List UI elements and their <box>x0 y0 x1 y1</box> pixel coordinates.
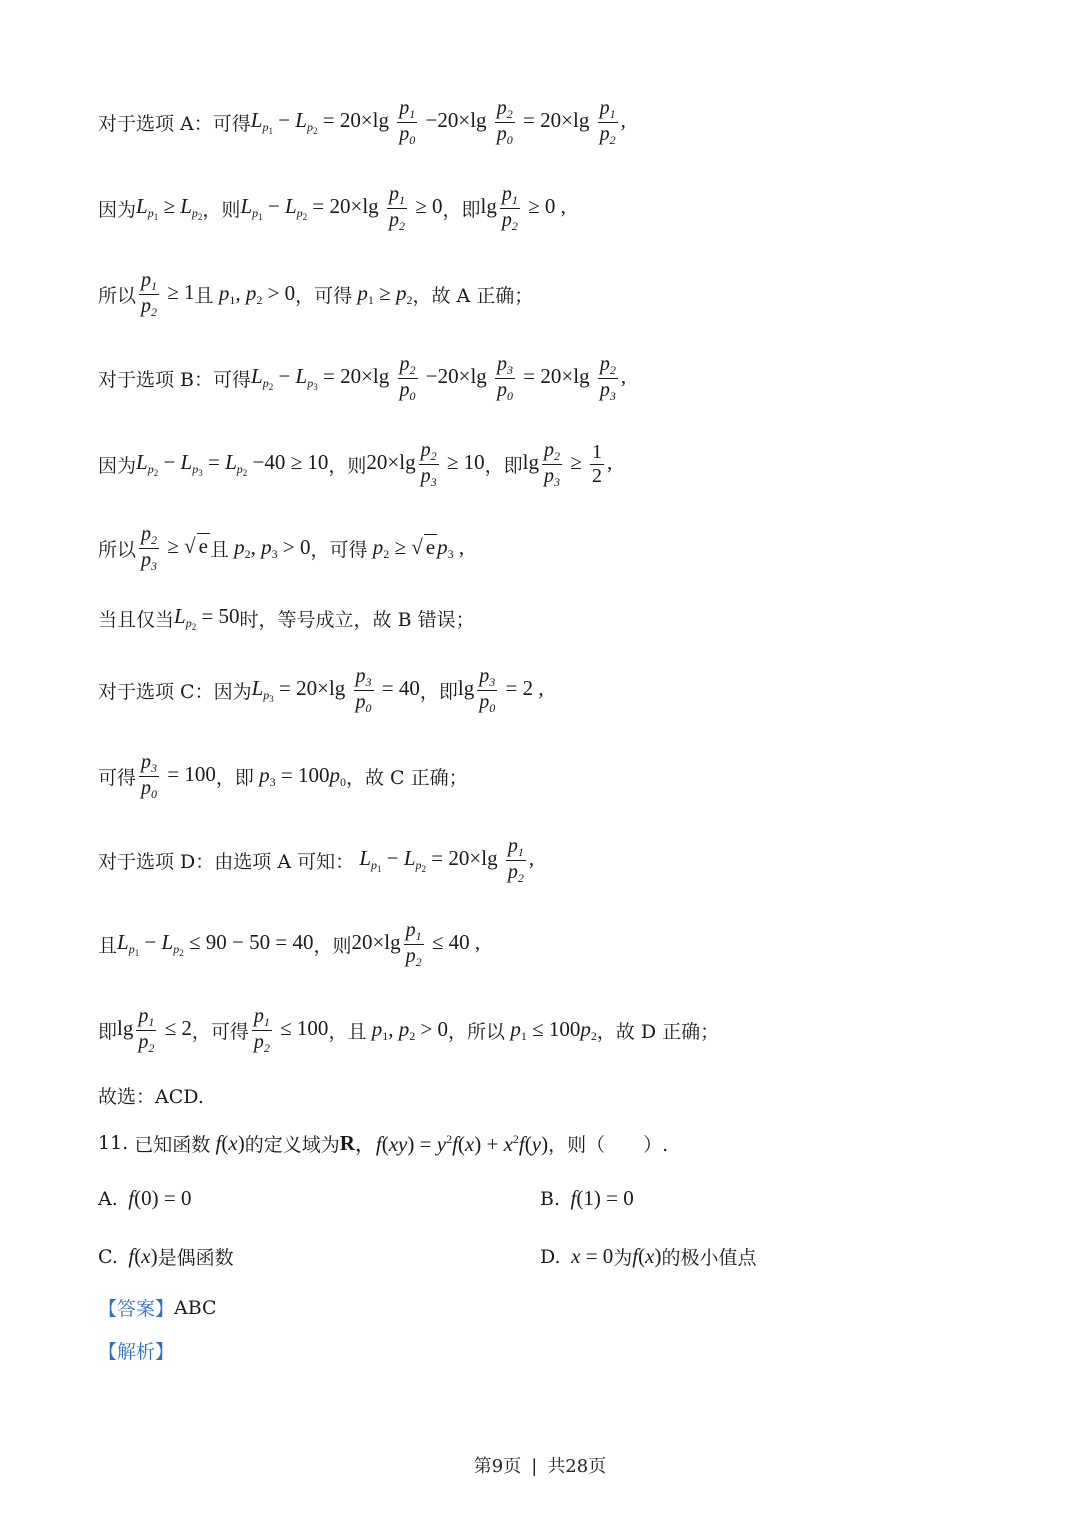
text: 的极小值点 <box>661 1247 757 1269</box>
formula: f(1) = 0 <box>570 1186 634 1210</box>
text: 对于选项 B：可得 <box>98 368 252 391</box>
formula: $L_{p_2} - L_{p_3} = 20\times\lg$ $\frac{p_2}{p_0}$ −20×lg $\frac{p_3}{p_0}$ = 20×lg $\frac{p_2}{p_3}$ , <box>251 353 627 403</box>
answer-tag: 【答案】 <box>98 1298 175 1320</box>
text: ，即 <box>484 454 523 477</box>
solution-line-5 <box>98 440 612 488</box>
text: ，所以 <box>448 1020 506 1043</box>
text: 是偶函数 <box>157 1247 234 1269</box>
formula: $\frac{p_1}{p_2}$ ≤ 100 <box>253 1005 329 1055</box>
real-numbers-symbol: R <box>339 1130 355 1155</box>
formula: $p_1 \ge p_2$ <box>357 280 413 307</box>
text: 时，等号成立，故 B 错误； <box>239 608 475 631</box>
answer-value: ABC <box>174 1296 217 1319</box>
text: 的定义域为 <box>244 1133 340 1156</box>
page-number: 第9页 <box>473 1456 522 1477</box>
formula: $L_{p_1} - L_{p_2} = 20\times\lg$ $\frac{p_1}{p_2}$ ≥ 0 <box>240 183 443 233</box>
text: 当且仅当 <box>98 608 175 631</box>
text: ，故 C 正确； <box>345 766 468 789</box>
text: ，则 <box>313 934 352 957</box>
formula: f(x) <box>215 1130 245 1155</box>
question-11-stem <box>98 1128 668 1158</box>
formula: $L_{p_1} - L_{p_2} = 20\times\lg$ $\frac{p_1}{p_2}$ , <box>359 835 535 885</box>
answer-line <box>98 1294 217 1321</box>
text: 对于选项 D：由选项 A 可知： <box>98 850 355 873</box>
text: 对于选项 C：因为 <box>98 680 252 703</box>
text: 可得 <box>98 766 137 789</box>
formula: lg $\frac{p_1}{p_2}$ ≤ 2 <box>117 1005 192 1055</box>
solution-line-8 <box>98 666 544 714</box>
text: ，且 <box>328 1020 367 1043</box>
text: 因为 <box>98 454 137 477</box>
solution-line-13 <box>98 1082 204 1109</box>
text: 且 <box>209 538 229 561</box>
formula: lg $\frac{p_2}{p_3}$ ≥ $\frac{1}{2}$ , <box>522 439 613 489</box>
option-label: D. <box>540 1245 561 1268</box>
text: ，故 A 正确； <box>412 284 534 307</box>
conclusion-text: 故选：ACD. <box>98 1086 204 1108</box>
text: ，则 <box>328 454 367 477</box>
formula: $L_{p_3} = 20\times\lg$ $\frac{p_3}{p_0}$ = 40 <box>251 665 420 715</box>
analysis-line <box>98 1337 174 1364</box>
formula: ，$f(xy) = y^2f(x) + x^2f(y)$ <box>354 1132 549 1156</box>
text: 即 <box>98 1020 118 1043</box>
formula: f(0) = 0 <box>128 1186 192 1210</box>
solution-line-1 <box>98 98 626 146</box>
formula: f(x) <box>632 1244 662 1268</box>
formula: $L_{p_2} = 50$ <box>174 604 240 632</box>
text: 对于选项 A：可得 <box>98 112 251 135</box>
solution-line-12 <box>98 1006 719 1054</box>
text: 因为 <box>98 198 137 221</box>
text: 且 <box>98 934 118 957</box>
formula: lg $\frac{p_3}{p_0}$ = 2 , <box>457 665 544 715</box>
formula: $\frac{p_1}{p_2}$ ≥ 1 <box>141 269 195 319</box>
formula: $\frac{p_3}{p_0}$ = 100 <box>141 751 216 801</box>
solution-line-2 <box>98 184 566 232</box>
text: ，即 <box>442 198 481 221</box>
text: ，则（ ）. <box>548 1133 669 1156</box>
solution-line-3 <box>98 270 533 318</box>
option-label: C. <box>98 1245 118 1268</box>
formula: 20×lg $\frac{p_1}{p_2}$ ≤ 40 , <box>351 919 481 969</box>
formula: lg $\frac{p_1}{p_2}$ ≥ 0 , <box>480 183 566 233</box>
formula: $p_2$ ≥ √ $ep_3$ , <box>372 535 465 562</box>
formula: $\frac{p_2}{p_3}$ ≥ √ e <box>141 523 208 573</box>
footer-separator: | <box>531 1456 538 1477</box>
option-a <box>98 1186 191 1211</box>
solution-line-7 <box>98 604 475 632</box>
solution-line-9 <box>98 752 468 800</box>
text: ，即 <box>419 680 458 703</box>
text: ，可得 <box>295 284 353 307</box>
text: 且 <box>194 284 214 307</box>
text: 为 <box>613 1247 633 1269</box>
page-total: 共28页 <box>547 1456 607 1477</box>
text: ，可得 <box>191 1020 249 1043</box>
formula: $p_3 = 100p_0$ <box>259 762 346 789</box>
formula: x = 0 <box>571 1244 614 1268</box>
analysis-tag: 【解析】 <box>98 1341 175 1363</box>
text: 已知函数 <box>134 1133 211 1156</box>
text: 所以 <box>98 284 137 307</box>
formula: $p_1 \le 100p_2$ <box>510 1016 597 1043</box>
page-footer <box>0 1452 1080 1478</box>
text: ，故 D 正确； <box>596 1020 720 1043</box>
formula: $p_2$, $p_3 > 0$ <box>234 534 311 561</box>
formula: $p_1$, $p_2 > 0$ <box>371 1016 449 1043</box>
formula: $p_1$, $p_2 > 0$ <box>218 280 296 307</box>
option-b <box>540 1186 634 1211</box>
formula: $L_{p_1} - L_{p_2} \le 90 - 50 = 40$ <box>117 930 314 959</box>
question-number: 11. <box>98 1132 129 1154</box>
option-c <box>98 1243 234 1270</box>
text: ，可得 <box>310 538 368 561</box>
formula: $L_{p_2} - L_{p_3} = L_{p_2} -40 \ge 10$ <box>136 450 329 479</box>
solution-line-11 <box>98 920 480 968</box>
option-label: B. <box>540 1187 561 1210</box>
formula: f(x) <box>128 1244 158 1268</box>
text: ，则 <box>202 198 241 221</box>
solution-line-10 <box>98 836 534 884</box>
formula: 20×lg $\frac{p_2}{p_3}$ ≥ 10 <box>366 439 485 489</box>
solution-line-6 <box>98 524 464 572</box>
option-d <box>540 1243 756 1270</box>
text: ，即 <box>215 766 254 789</box>
option-label: A. <box>98 1187 118 1210</box>
formula: $L_{p_1} \ge L_{p_2}$ <box>136 194 203 223</box>
formula: $L_{p_1} - L_{p_2} = 20\times\lg$ $\frac{p_1}{p_0}$ −20×lg $\frac{p_2}{p_0}$ = 20×lg $\frac{p_1}{p_2}$ , <box>250 97 626 147</box>
solution-line-4 <box>98 354 626 402</box>
text: 所以 <box>98 538 137 561</box>
